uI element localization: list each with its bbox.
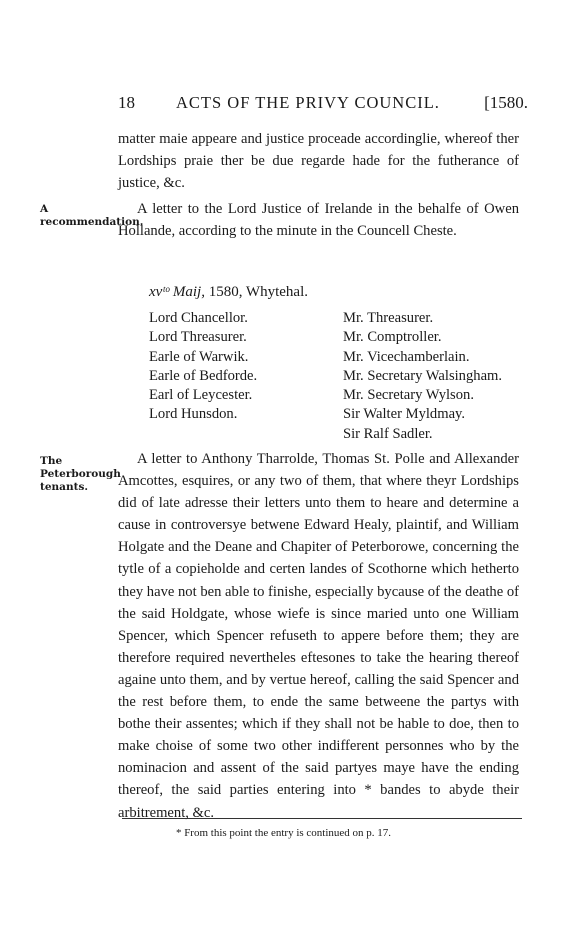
attendee: Mr. Threasurer. xyxy=(343,310,434,326)
meeting-date-day: xvᵗᵒ Maij, xyxy=(149,284,205,300)
attendee: Sir Ralf Sadler. xyxy=(343,425,433,442)
running-title: ACTS OF THE PRIVY COUNCIL. xyxy=(176,93,440,112)
page-number: 18 xyxy=(118,93,135,112)
recommendation-text: A letter to the Lord Justice of Irelande in the behalfe of Owen Hollande, according to the minute in the Councell Cheste. xyxy=(118,201,519,240)
attendance-left-column xyxy=(149,309,257,425)
attendee: Mr. Vicechamberlain. xyxy=(343,348,470,365)
continuation-text: matter maie appeare and justice proceade accordinglie, whereof ther Lordships praie ther be due regarde hade for the futherance of justice, &c. xyxy=(118,131,519,192)
meeting-date-place: 1580, Whytehal. xyxy=(204,284,308,300)
header-year: [1580. xyxy=(484,93,528,112)
attendee: Lord Hunsdon. xyxy=(149,406,238,423)
attendee: Earle of Warwik. xyxy=(149,348,249,365)
attendee: Lord Threasurer. xyxy=(149,329,247,346)
recommendation-paragraph xyxy=(118,198,519,242)
margin-note-peterborough: The Peterborough tenants. xyxy=(40,455,121,493)
footnote-divider xyxy=(122,818,522,819)
attendee: Mr. Secretary Walsingham. xyxy=(343,367,503,384)
attendee: Earle of Bedforde. xyxy=(149,367,258,384)
attendee: Mr. Secretary Wylson. xyxy=(343,387,474,404)
meeting-date xyxy=(149,284,308,301)
footnote: * From this point the entry is continued on p. 17. xyxy=(175,827,392,839)
attendance-right-column xyxy=(343,309,502,444)
peterborough-paragraph xyxy=(118,448,519,824)
peterborough-text: A letter to Anthony Tharrolde, Thomas St. Polle and Allexander Amcottes, esquires, or any two of them, that where theyr Lordships did of late adresse their letters unto them to heare and determine a cause in controversye betwene Edward Healy, plaintif, and William Holgate and the Deane and Chapiter of Peterborowe, concerning the tytle of a copieholde and certen landes of Scothorne which hetherto they have not ben able to finishe, especially bycause of the deathe of the said Holdgate, whose wiefe is since maried unto one William Spencer, which Spencer refuseth to appere before them; they are therefore required nevertheles eftesones to take the hearing thereof againe unto them, and by vertue hereof, calling the said Spencer and the rest before them, to ende the same betweene the partys with bothe their assentes; which if they shall not be hable to doe, then to make choise of some two other indifferent personnes who by the nominacion and assent of the said partyes maye have the ending thereof, the said parties entering into * bandes to abyde their arbitrement, &c. xyxy=(118,451,519,821)
continuation-paragraph xyxy=(118,128,519,194)
attendee: Earl of Leycester. xyxy=(149,387,253,404)
attendee: Lord Chancellor. xyxy=(149,310,248,326)
attendee: Sir Walter Myldmay. xyxy=(343,406,466,423)
page-header xyxy=(118,93,528,115)
margin-note-recommendation: A recommendation. xyxy=(40,203,144,228)
attendee: Mr. Comptroller. xyxy=(343,329,442,346)
